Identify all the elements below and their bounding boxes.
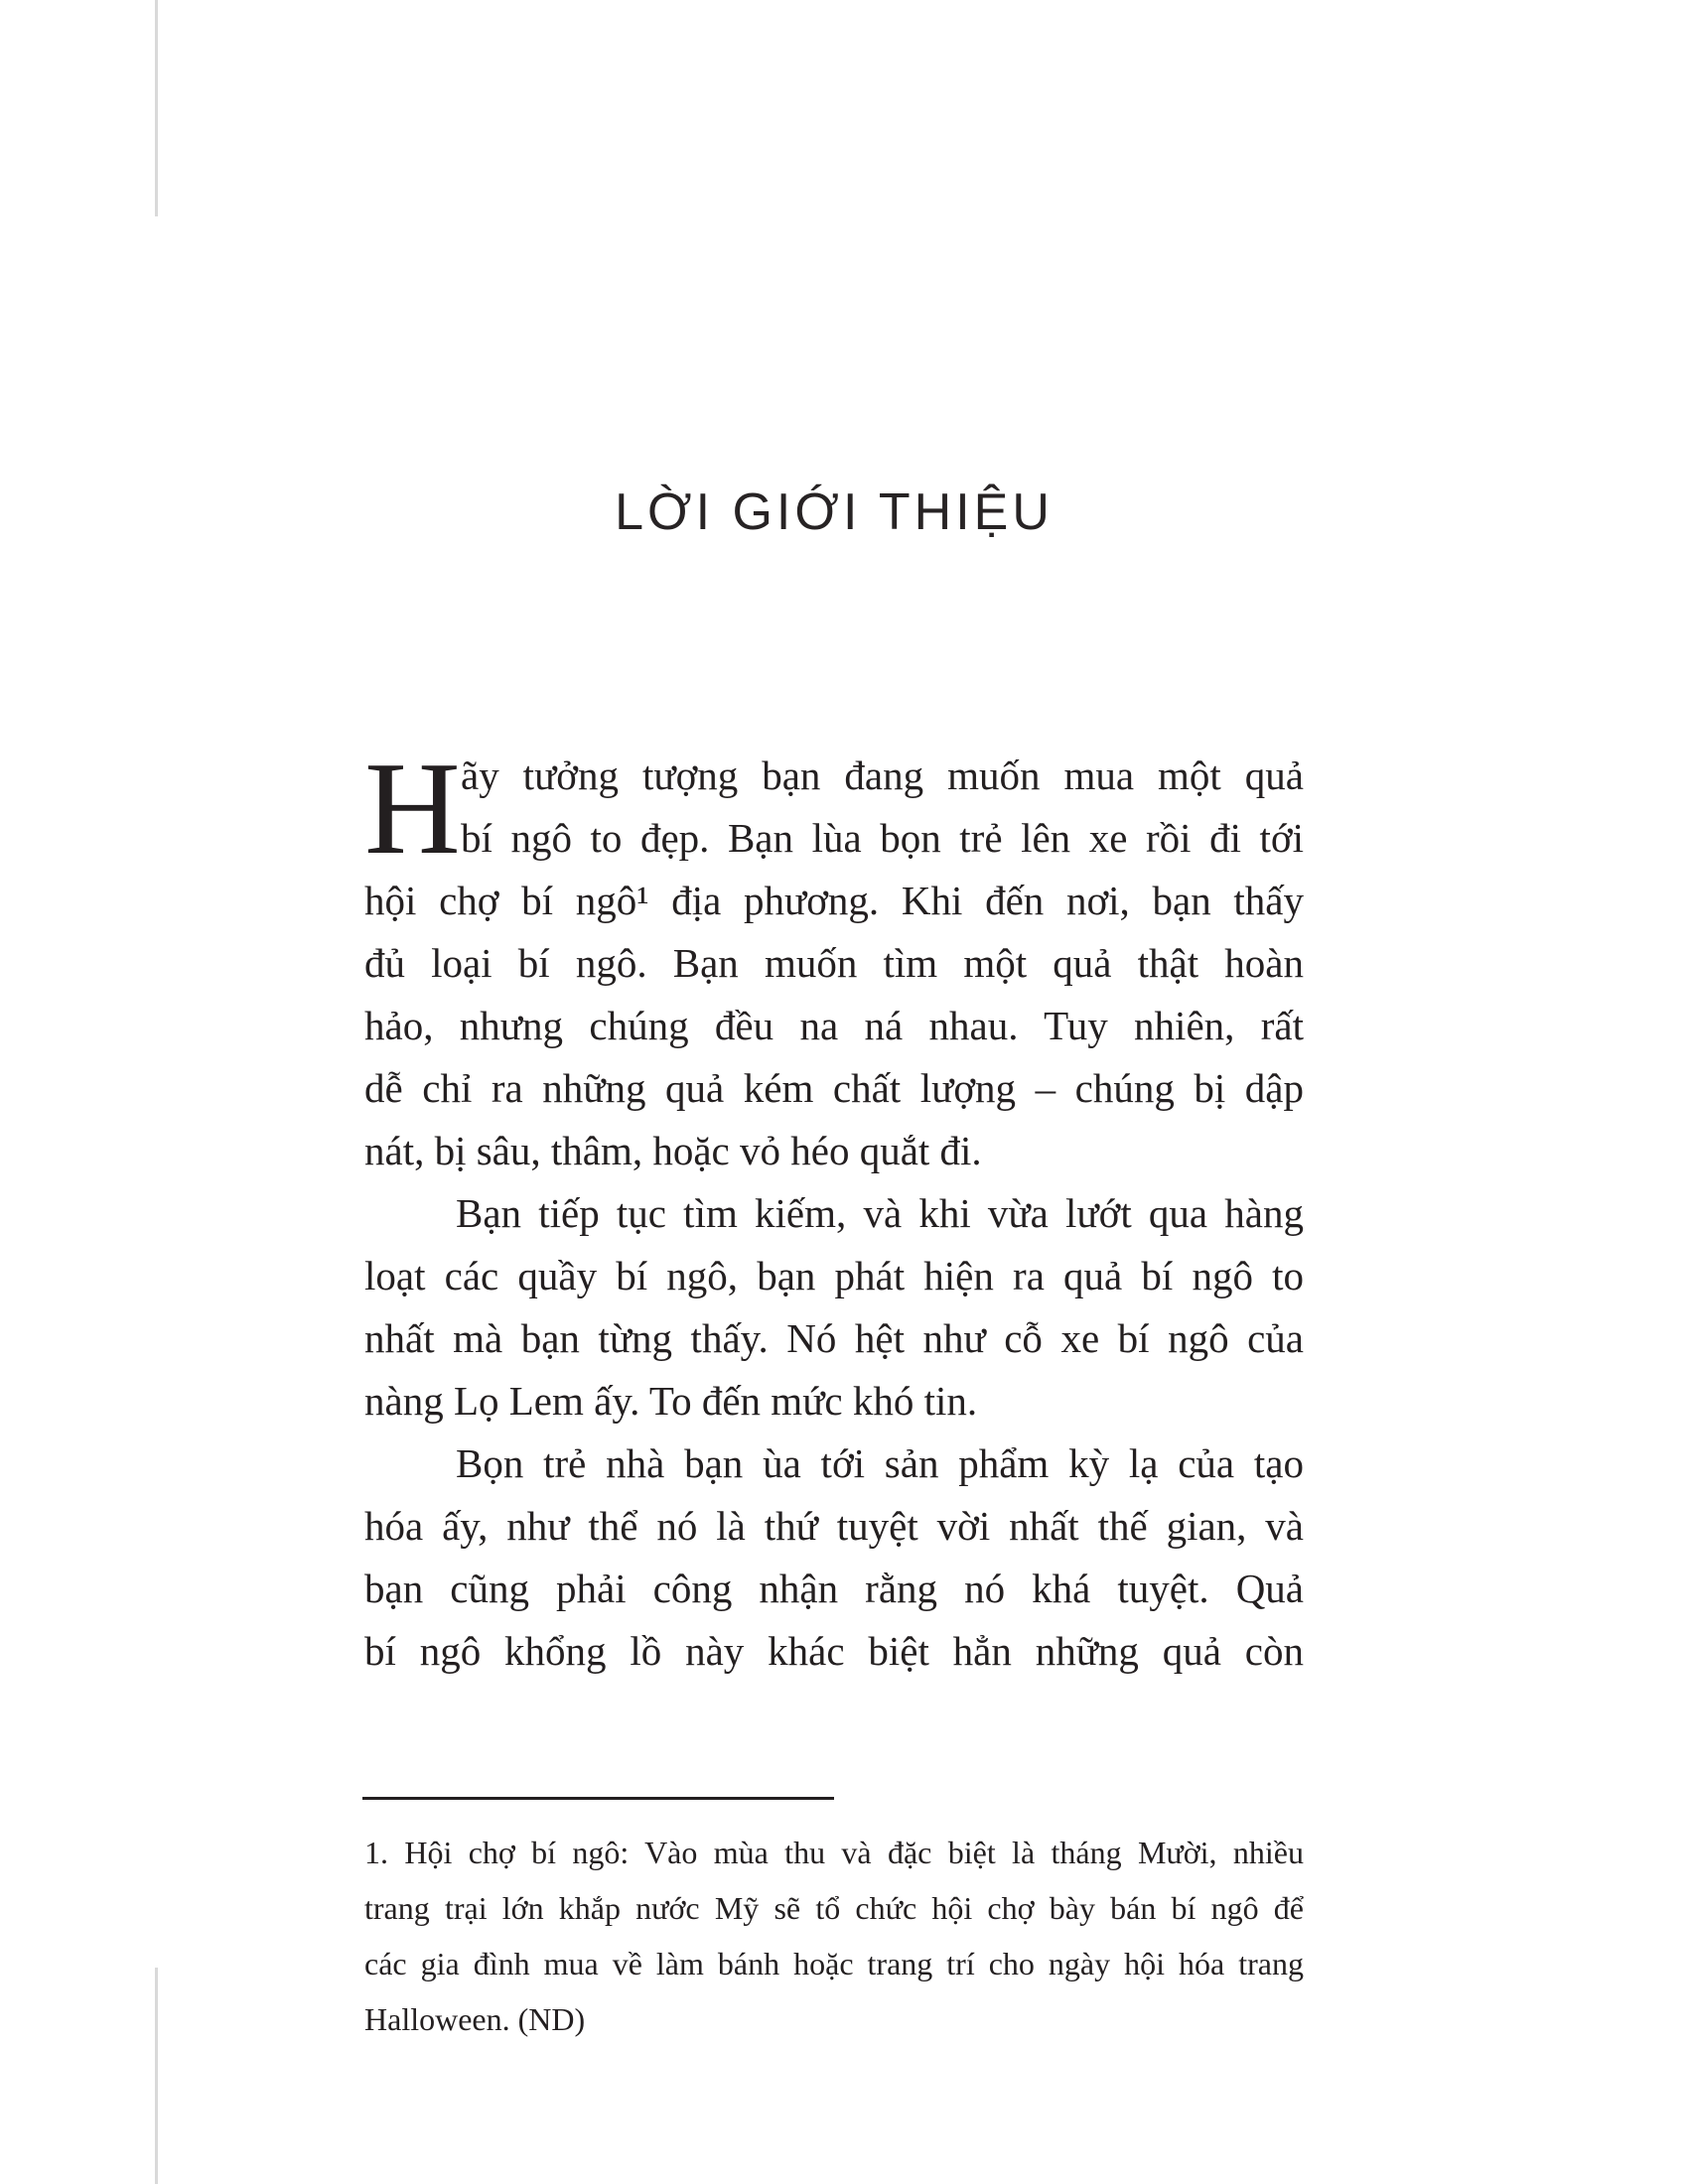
page-edge-line-top [155, 0, 158, 216]
body-text-line: ãy tưởng tượng bạn đang muốn mua một quả [461, 752, 1304, 798]
chapter-title: LỜI GIỚI THIỆU [615, 483, 1054, 541]
footnote-line: trang trại lớn khắp nước Mỹ sẽ tổ chức hội chợ bày bán bí ngô để [364, 1890, 1304, 1926]
body-text-line: hội chợ bí ngô¹ địa phương. Khi đến nơi, bạn thấy [364, 878, 1304, 923]
footnote-line: Halloween. (ND) [364, 2001, 586, 2037]
drop-cap-letter: H [364, 735, 461, 882]
body-text-line: hảo, nhưng chúng đều na ná nhau. Tuy nhiên, rất [364, 1003, 1304, 1048]
body-text-line: hóa ấy, như thể nó là thứ tuyệt vời nhất thế gian, và [364, 1503, 1304, 1549]
body-text-line: loạt các quầy bí ngô, bạn phát hiện ra quả bí ngô to [364, 1253, 1304, 1298]
paragraph-3 [364, 1433, 1304, 1683]
body-text-line: dễ chỉ ra những quả kém chất lượng – chúng bị dập [364, 1065, 1304, 1111]
footnote-line: các gia đình mua về làm bánh hoặc trang trí cho ngày hội hóa trang [364, 1946, 1304, 1981]
footnote-separator-rule [362, 1797, 834, 1800]
paragraph-1 [364, 735, 1304, 1182]
body-text-block [364, 735, 1304, 1683]
body-text-line: Bạn tiếp tục tìm kiếm, và khi vừa lướt qua hàng [456, 1190, 1304, 1236]
body-text-line: nhất mà bạn từng thấy. Nó hệt như cỗ xe bí ngô của [364, 1315, 1304, 1361]
body-text-line: bạn cũng phải công nhận rằng nó khá tuyệt. Quả [364, 1566, 1304, 1611]
page-edge-line-bottom [155, 1968, 158, 2184]
footnote-block [364, 1825, 1304, 2047]
body-text-line: đủ loại bí ngô. Bạn muốn tìm một quả thật hoàn [364, 940, 1304, 986]
paragraph-2 [364, 1182, 1304, 1433]
body-text-line: nát, bị sâu, thâm, hoặc vỏ héo quắt đi. [364, 1128, 982, 1173]
body-text-line: bí ngô to đẹp. Bạn lùa bọn trẻ lên xe rồi đi tới [461, 815, 1304, 861]
body-text-line: bí ngô khổng lồ này khác biệt hẳn những quả còn [364, 1628, 1304, 1674]
footnote-line: 1. Hội chợ bí ngô: Vào mùa thu và đặc biệt là tháng Mười, nhiều [364, 1835, 1304, 1870]
body-text-line: Bọn trẻ nhà bạn ùa tới sản phẩm kỳ lạ của tạo [456, 1440, 1304, 1486]
body-text-line: nàng Lọ Lem ấy. To đến mức khó tin. [364, 1378, 978, 1424]
